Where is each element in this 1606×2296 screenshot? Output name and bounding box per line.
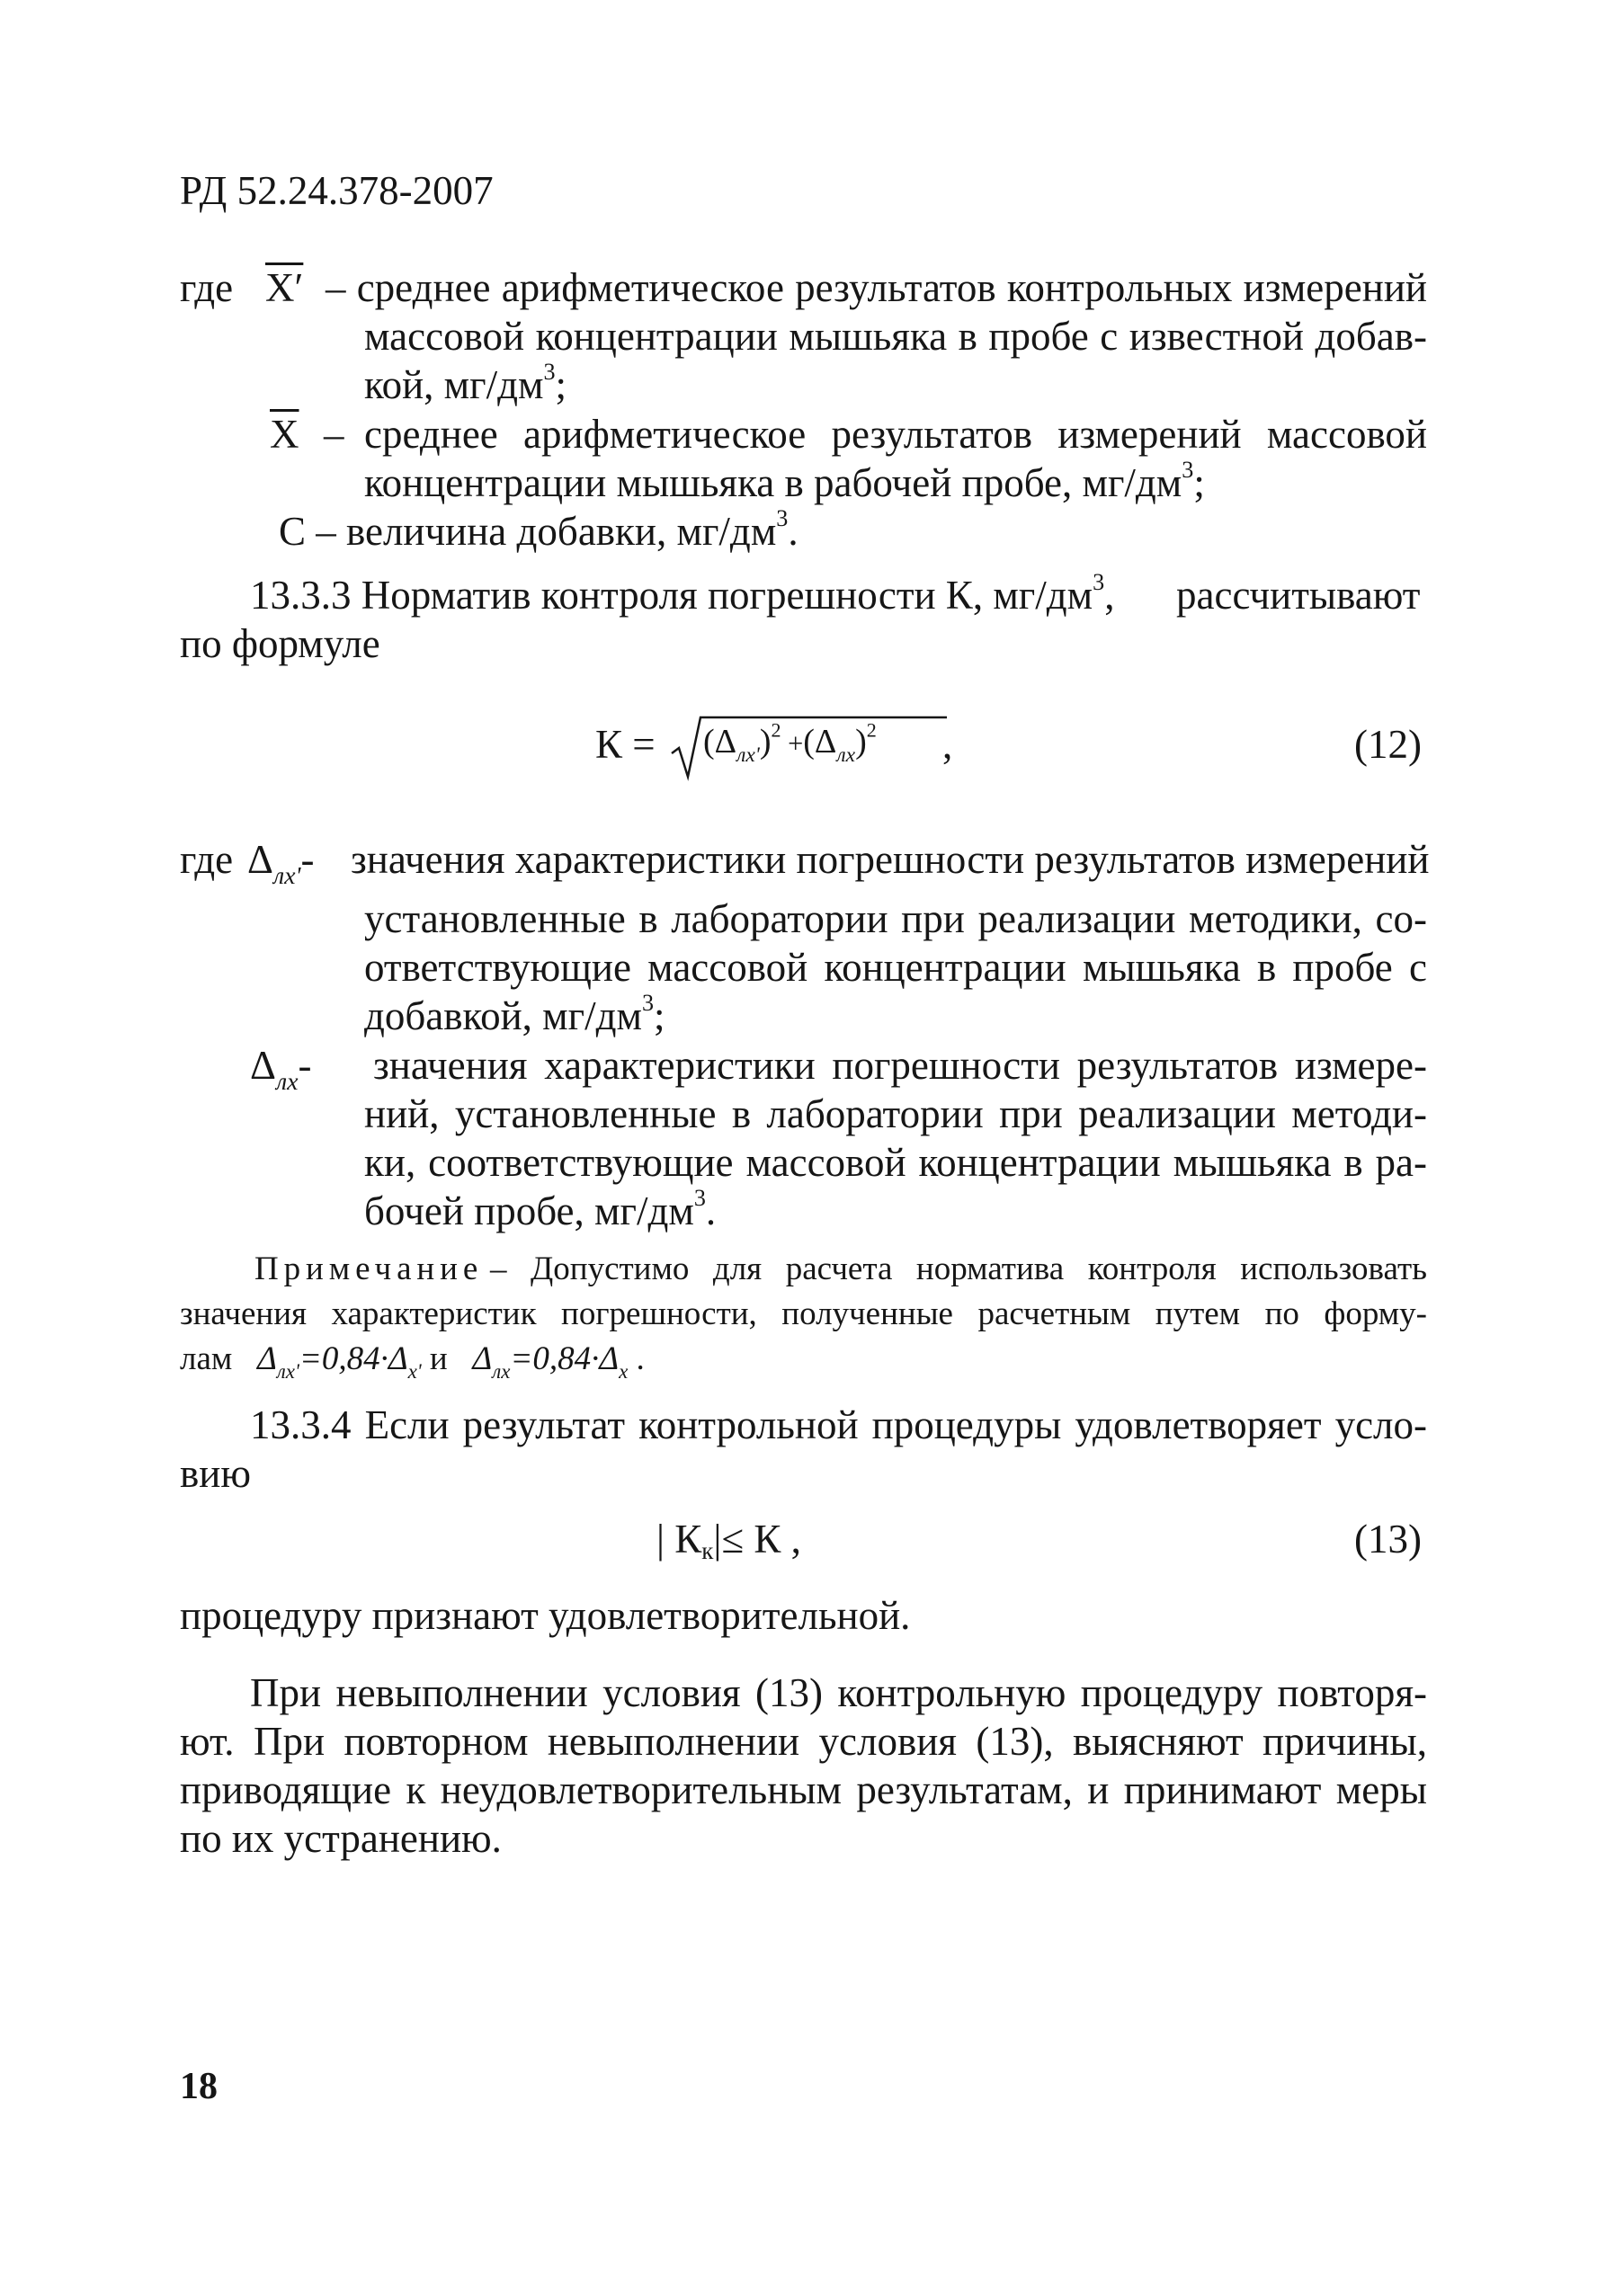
final-para-line1: При невыполнении условия (13) контрольную процедуру повторя-	[250, 1670, 1427, 1715]
section-13-3-3-line2: по формуле	[180, 621, 380, 666]
final-para-line3: приводящие к неудовлетворительным результатам, и принимают меры	[180, 1767, 1427, 1812]
note-line3: лам $\Delta_{лх'}=0,84\cdot\Delta_{х'}$ и $\Delta_{лх}=0,84\cdot\Delta_х$ .	[180, 1340, 645, 1383]
x-bar-def-line2: концентрации мышьяка в рабочей пробе, $мг/дм^3$;	[364, 457, 1205, 505]
x-bar-symbol: $\overline{X}$	[270, 412, 299, 457]
formula-13-number: (13)	[1354, 1517, 1422, 1562]
formula-12-comma: ,	[942, 722, 953, 767]
delta-lx-prime-def-line2: установленные в лаборатории при реализации методики, со-	[364, 896, 1427, 941]
formula-13: | Кк|≤ К ,	[656, 1517, 801, 1564]
formula-12-lhs: К =	[595, 722, 656, 767]
section-13-3-3-right: рассчитывают	[1176, 573, 1421, 618]
page-number: 18	[180, 2066, 218, 2107]
delta-lx-prime-def-line4: добавкой, $мг/дм^3$;	[364, 990, 665, 1038]
x-bar-dash: –	[324, 412, 344, 457]
note-line2: значения характеристик погрешности, полученные расчетным путем по форму-	[180, 1295, 1427, 1332]
document-code: РД 52.24.378-2007	[180, 168, 494, 213]
delta-lx-prime-symbol: $\Delta_{лх'}-$	[247, 837, 315, 890]
delta-lx-def-line3: ки, соответствующие массовой концентрации мышьяка в ра-	[364, 1140, 1427, 1185]
after-formula-13-text: процедуру признают удовлетворительной.	[180, 1593, 911, 1638]
note-label: Примечание	[254, 1250, 484, 1287]
section-13-3-3-line1: 13.3.3 Норматив контроля погрешности К, $мг/дм^3$,	[250, 569, 1115, 618]
x-prime-def-line3: кой, $мг/дм^3$;	[364, 359, 567, 407]
final-para-line2: ют. При повторном невыполнении условия (13), выясняют причины,	[180, 1719, 1427, 1764]
x-prime-symbol: X′	[265, 265, 304, 310]
final-para-line4: по их устранению.	[180, 1816, 502, 1861]
x-bar-def-line1: среднее арифметическое результатов измерений массовой	[364, 412, 1427, 457]
delta-lx-def-line1: значения характеристики погрешности результатов измере-	[373, 1043, 1427, 1088]
delta-lx-prime-def-line3: ответствующие массовой концентрации мышьяка в пробе с	[364, 945, 1427, 990]
delta-lx-def-line2: ний, установленные в лаборатории при реализации методи-	[364, 1091, 1427, 1136]
delta-lx-symbol: $\Delta_{лх}-$	[250, 1043, 312, 1096]
where-label: где	[180, 265, 234, 310]
section-13-3-4-line1: 13.3.4 Если результат контрольной процедуры удовлетворяет усло-	[250, 1402, 1427, 1447]
x-prime-def-line2: массовой концентрации мышьяка в пробе с известной добав-	[364, 314, 1427, 359]
x-prime-def-line1: – среднее арифметическое результатов контрольных измерений	[326, 265, 1427, 310]
c-def-line: С – величина добавки, $мг/дм^3$.	[279, 505, 799, 554]
delta-lx-def-line4: бочей пробе, $мг/дм^3$.	[364, 1185, 717, 1233]
section-13-3-4-line2: вию	[180, 1451, 251, 1496]
delta-lx-prime-def-line1: значения характеристики погрешности результатов измерений	[351, 837, 1430, 882]
formula-12-radicand: $(\Delta_{лх'})^2 +(\Delta_{лх})^2$	[703, 718, 877, 767]
where-label-2: где	[180, 837, 234, 882]
note-line1: – Допустимо для расчета норматива контроля использовать	[490, 1250, 1427, 1287]
formula-12-number: (12)	[1354, 722, 1422, 767]
